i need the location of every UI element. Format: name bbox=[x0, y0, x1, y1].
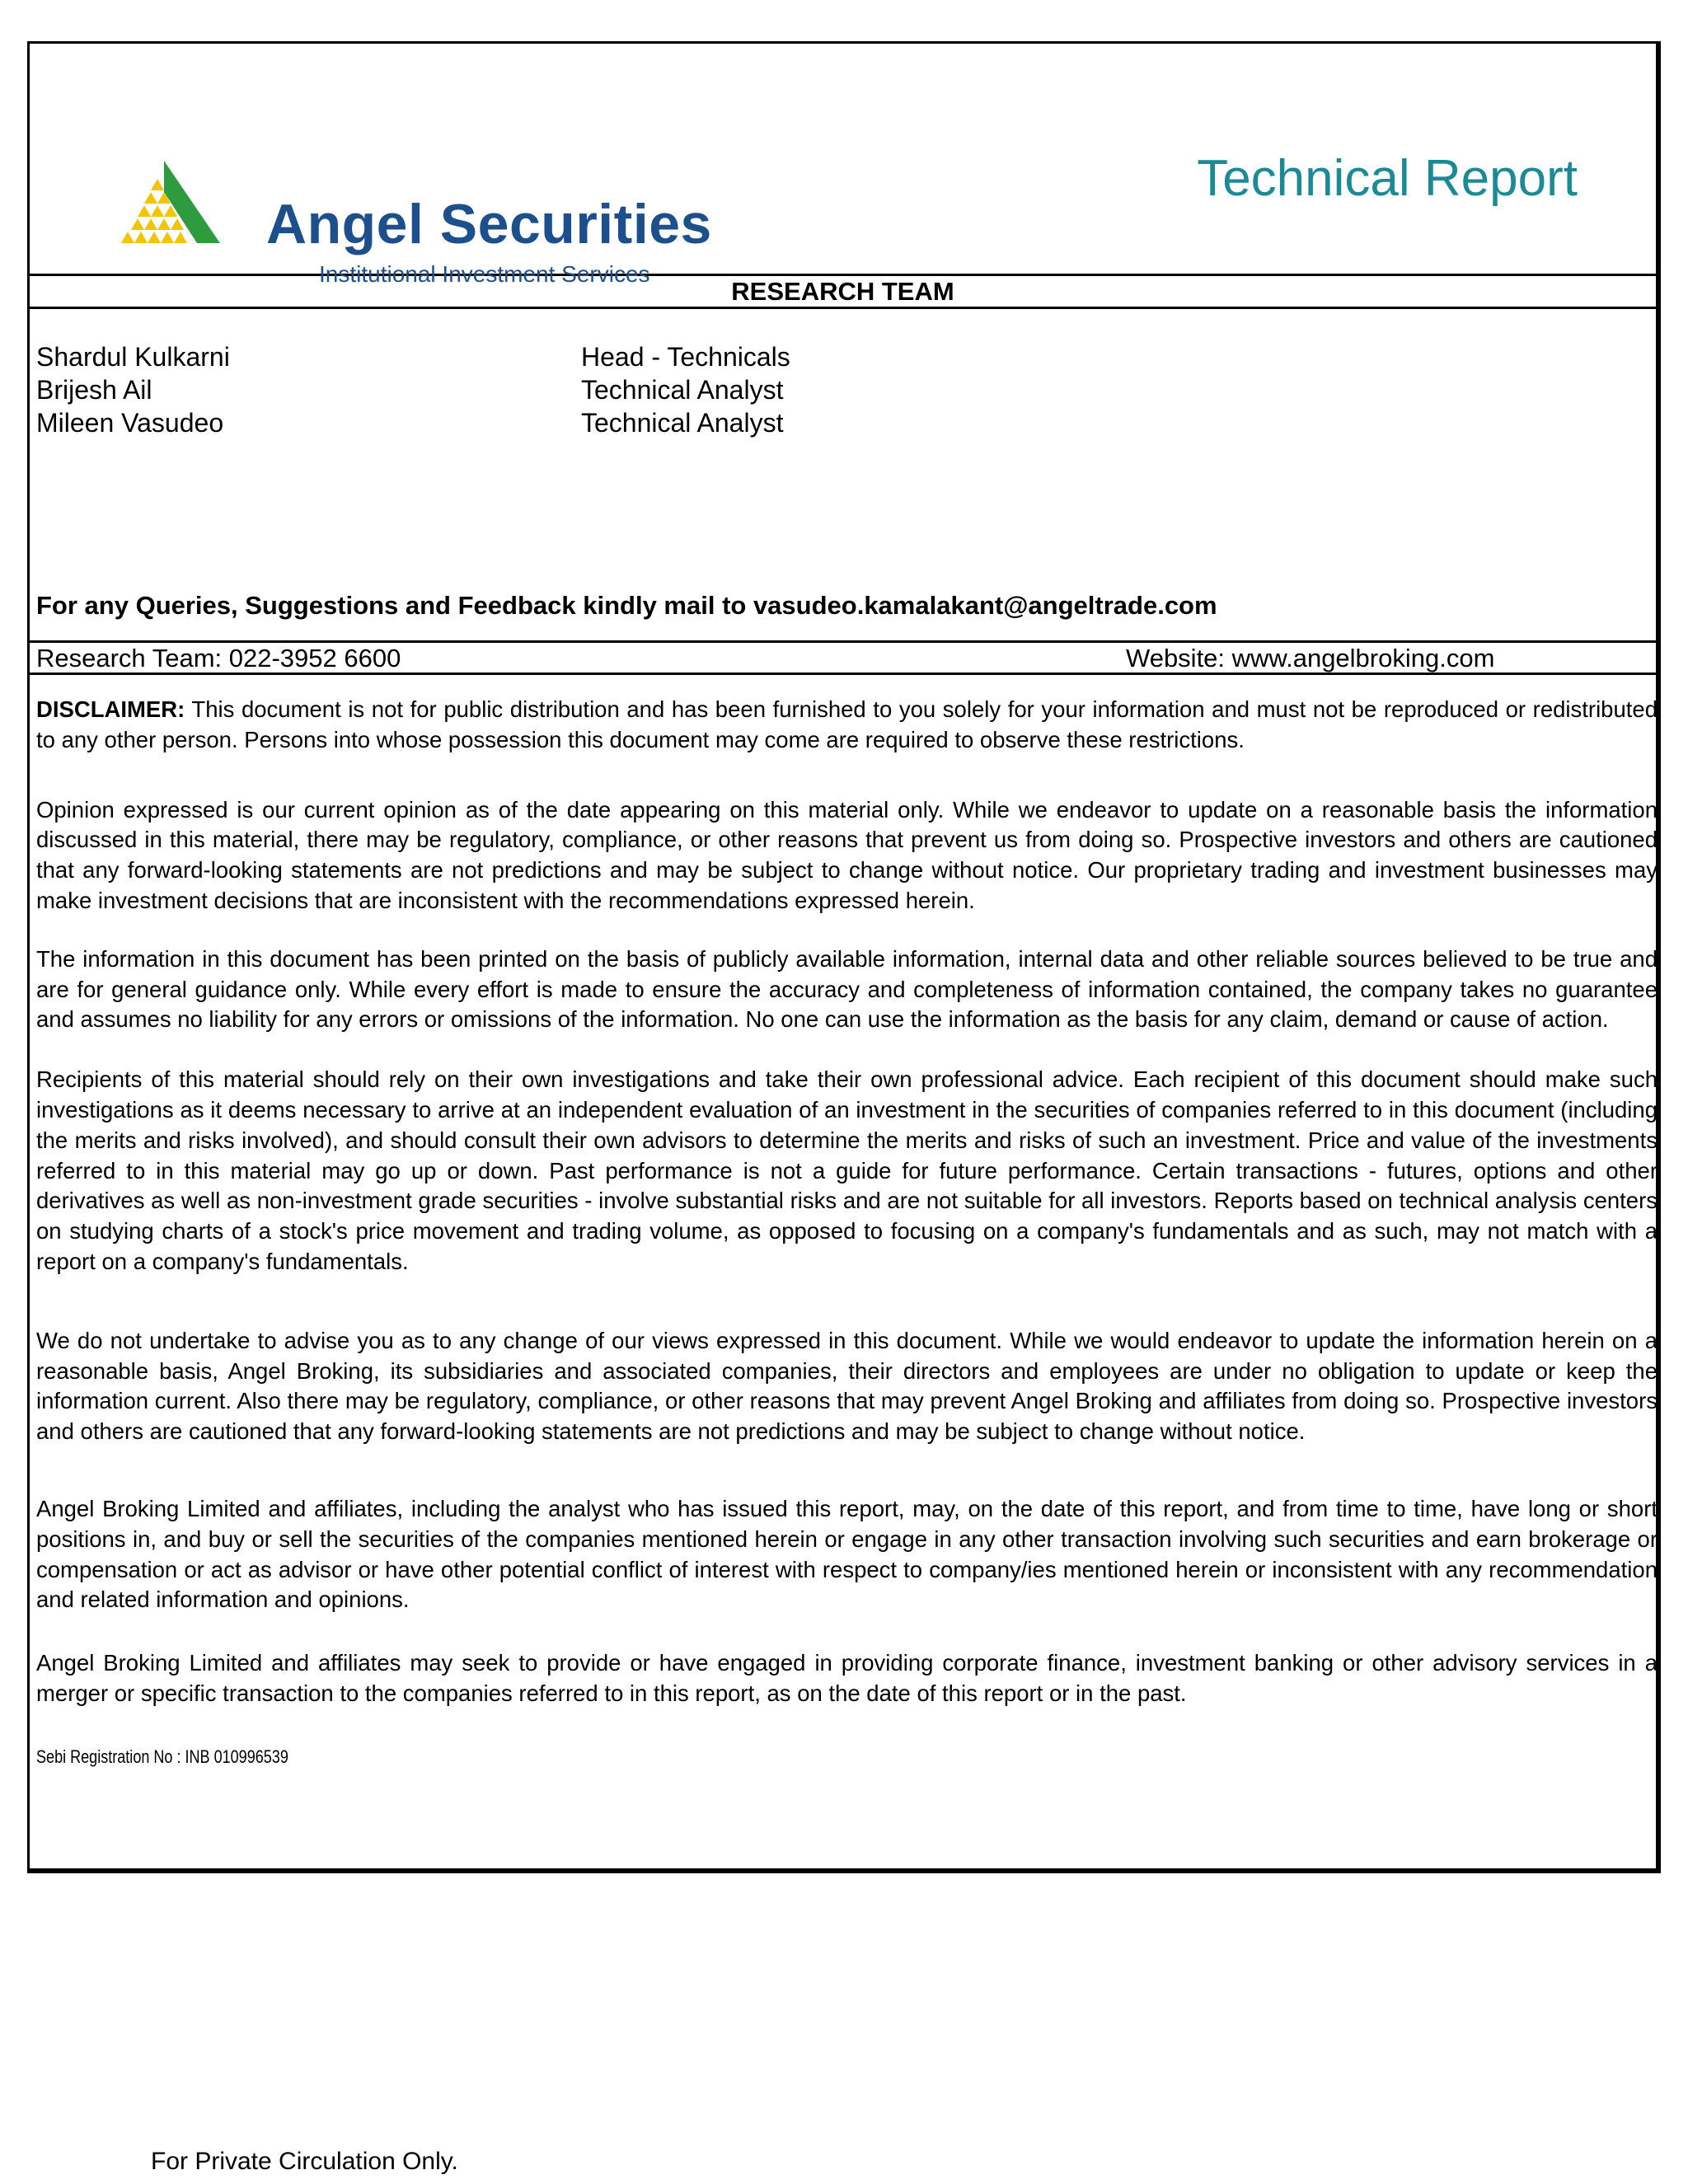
triangle-logo-icon bbox=[121, 161, 220, 243]
member-role: Technical Analyst bbox=[581, 375, 784, 405]
brand-name: Angel Securities bbox=[266, 193, 712, 255]
disclaimer-paragraph: Angel Broking Limited and affiliates, including the analyst who has issued this report, may, on the date of this report, and from time to time, have long or short positions in, and buy or sell the securities of the companies mentioned herein or engage in any other transaction involving such securities and earn brokerage or compensation or act as advisor or have other potential conflict of interest with respect to company/ies mentioned herein or inconsistent with any recommendation and related information and opinions. bbox=[36, 1495, 1658, 1613]
member-name: Shardul Kulkarni bbox=[36, 342, 230, 372]
disclaimer-paragraph: Opinion expressed is our current opinion as of the date appearing on this material only. While we endeavor to update on a reasonable basis the information discussed in this material, there may be regulatory, compliance, or other reasons that prevent us from doing so. Prospective investors and others are cautioned that any forward-looking statements are not predictions and may be subject to change without notice. Our proprietary trading and investment businesses may make investment decisions that are inconsistent with the recommendations expressed herein. bbox=[36, 796, 1658, 913]
research-phone: Research Team: 022-3952 6600 bbox=[36, 644, 401, 673]
team-member bbox=[36, 406, 1602, 439]
research-team-list bbox=[36, 340, 1602, 439]
member-name: Mileen Vasudeo bbox=[36, 408, 224, 438]
sebi-registration: Sebi Registration No : INB 010996539 bbox=[36, 1746, 288, 1767]
disclaimer-paragraph: The information in this document has been printed on the basis of publicly available information, internal data and other reliable sources believed to be true and are for general guidance only. While every effort is made to ensure the accuracy and completeness of information contained, the company takes no guarantee and assumes no liability for any errors or omissions of the information. No one can use the information as the basis for any claim, demand or cause of action. bbox=[36, 945, 1658, 1033]
report-title: Technical Report bbox=[1197, 150, 1578, 207]
member-name: Brijesh Ail bbox=[36, 375, 152, 405]
team-member bbox=[36, 373, 1602, 406]
disclaimer-paragraph bbox=[36, 695, 1658, 756]
report-frame bbox=[27, 41, 1661, 1873]
brand-logo bbox=[91, 120, 718, 301]
disclaimer-paragraph: Recipients of this material should rely on their own investigations and take their own professional advice. Each recipient of this document should make such investigations as it deems necessary to arrive at an independent evaluation of an investment in the securities of companies referred to in this document (including the merits and risks involved), and should consult their own advisors to determine the merits and risks of such an investment. Price and value of the investments referred to in this material may go up or down. Past performance is not a guide for future performance. Certain transactions - futures, options and other derivatives as well as non-investment grade securities - involve substantial risks and are not suitable for all investors. Reports based on technical analysis centers on studying charts of a stock's price movement and trading volume, as opposed to focusing on a company's fundamentals and as such, may not match with a report on a company's fundamentals. bbox=[36, 1066, 1658, 1274]
disclaimer-paragraph: We do not undertake to advise you as to any change of our views expressed in this document. While we would endeavor to update the information herein on a reasonable basis, Angel Broking, its subsidiaries and associated companies, their directors and employees are under no obligation to update or keep the information current. Also there may be regulatory, compliance, or other reasons that may prevent Angel Broking and affiliates from doing so. Prospective investors and others are cautioned that any forward-looking statements are not predictions and may be subject to change without notice. bbox=[36, 1327, 1658, 1445]
member-role: Technical Analyst bbox=[581, 408, 784, 438]
website: Website: www.angelbroking.com bbox=[1126, 644, 1495, 673]
member-role: Head - Technicals bbox=[581, 342, 790, 372]
queries-line: For any Queries, Suggestions and Feedback kindly mail to vasudeo.kamalakant@angeltrade.com bbox=[36, 591, 1217, 620]
research-team-heading: RESEARCH TEAM bbox=[30, 276, 1656, 309]
disclaimer-section bbox=[36, 695, 1658, 1773]
disclaimer-text: This document is not for public distribution and has been furnished to you solely for your information and must not be reproduced or redistributed to any other person. Persons into whose possession this document may come are required to observe these restrictions. bbox=[36, 696, 1658, 752]
team-member bbox=[36, 340, 1602, 373]
disclaimer-paragraph: Angel Broking Limited and affiliates may seek to provide or have engaged in providing corporate finance, investment banking or other advisory services in a merger or specific transaction to the companies referred to in this report, as on the date of this report or in the past. bbox=[36, 1650, 1658, 1706]
private-circulation-note: For Private Circulation Only. bbox=[151, 2148, 458, 2175]
disclaimer-label: DISCLAIMER: bbox=[36, 696, 185, 722]
report-header bbox=[30, 44, 1656, 287]
brand-tagline: Institutional Investment Services bbox=[319, 261, 650, 287]
contact-bar bbox=[30, 640, 1656, 675]
